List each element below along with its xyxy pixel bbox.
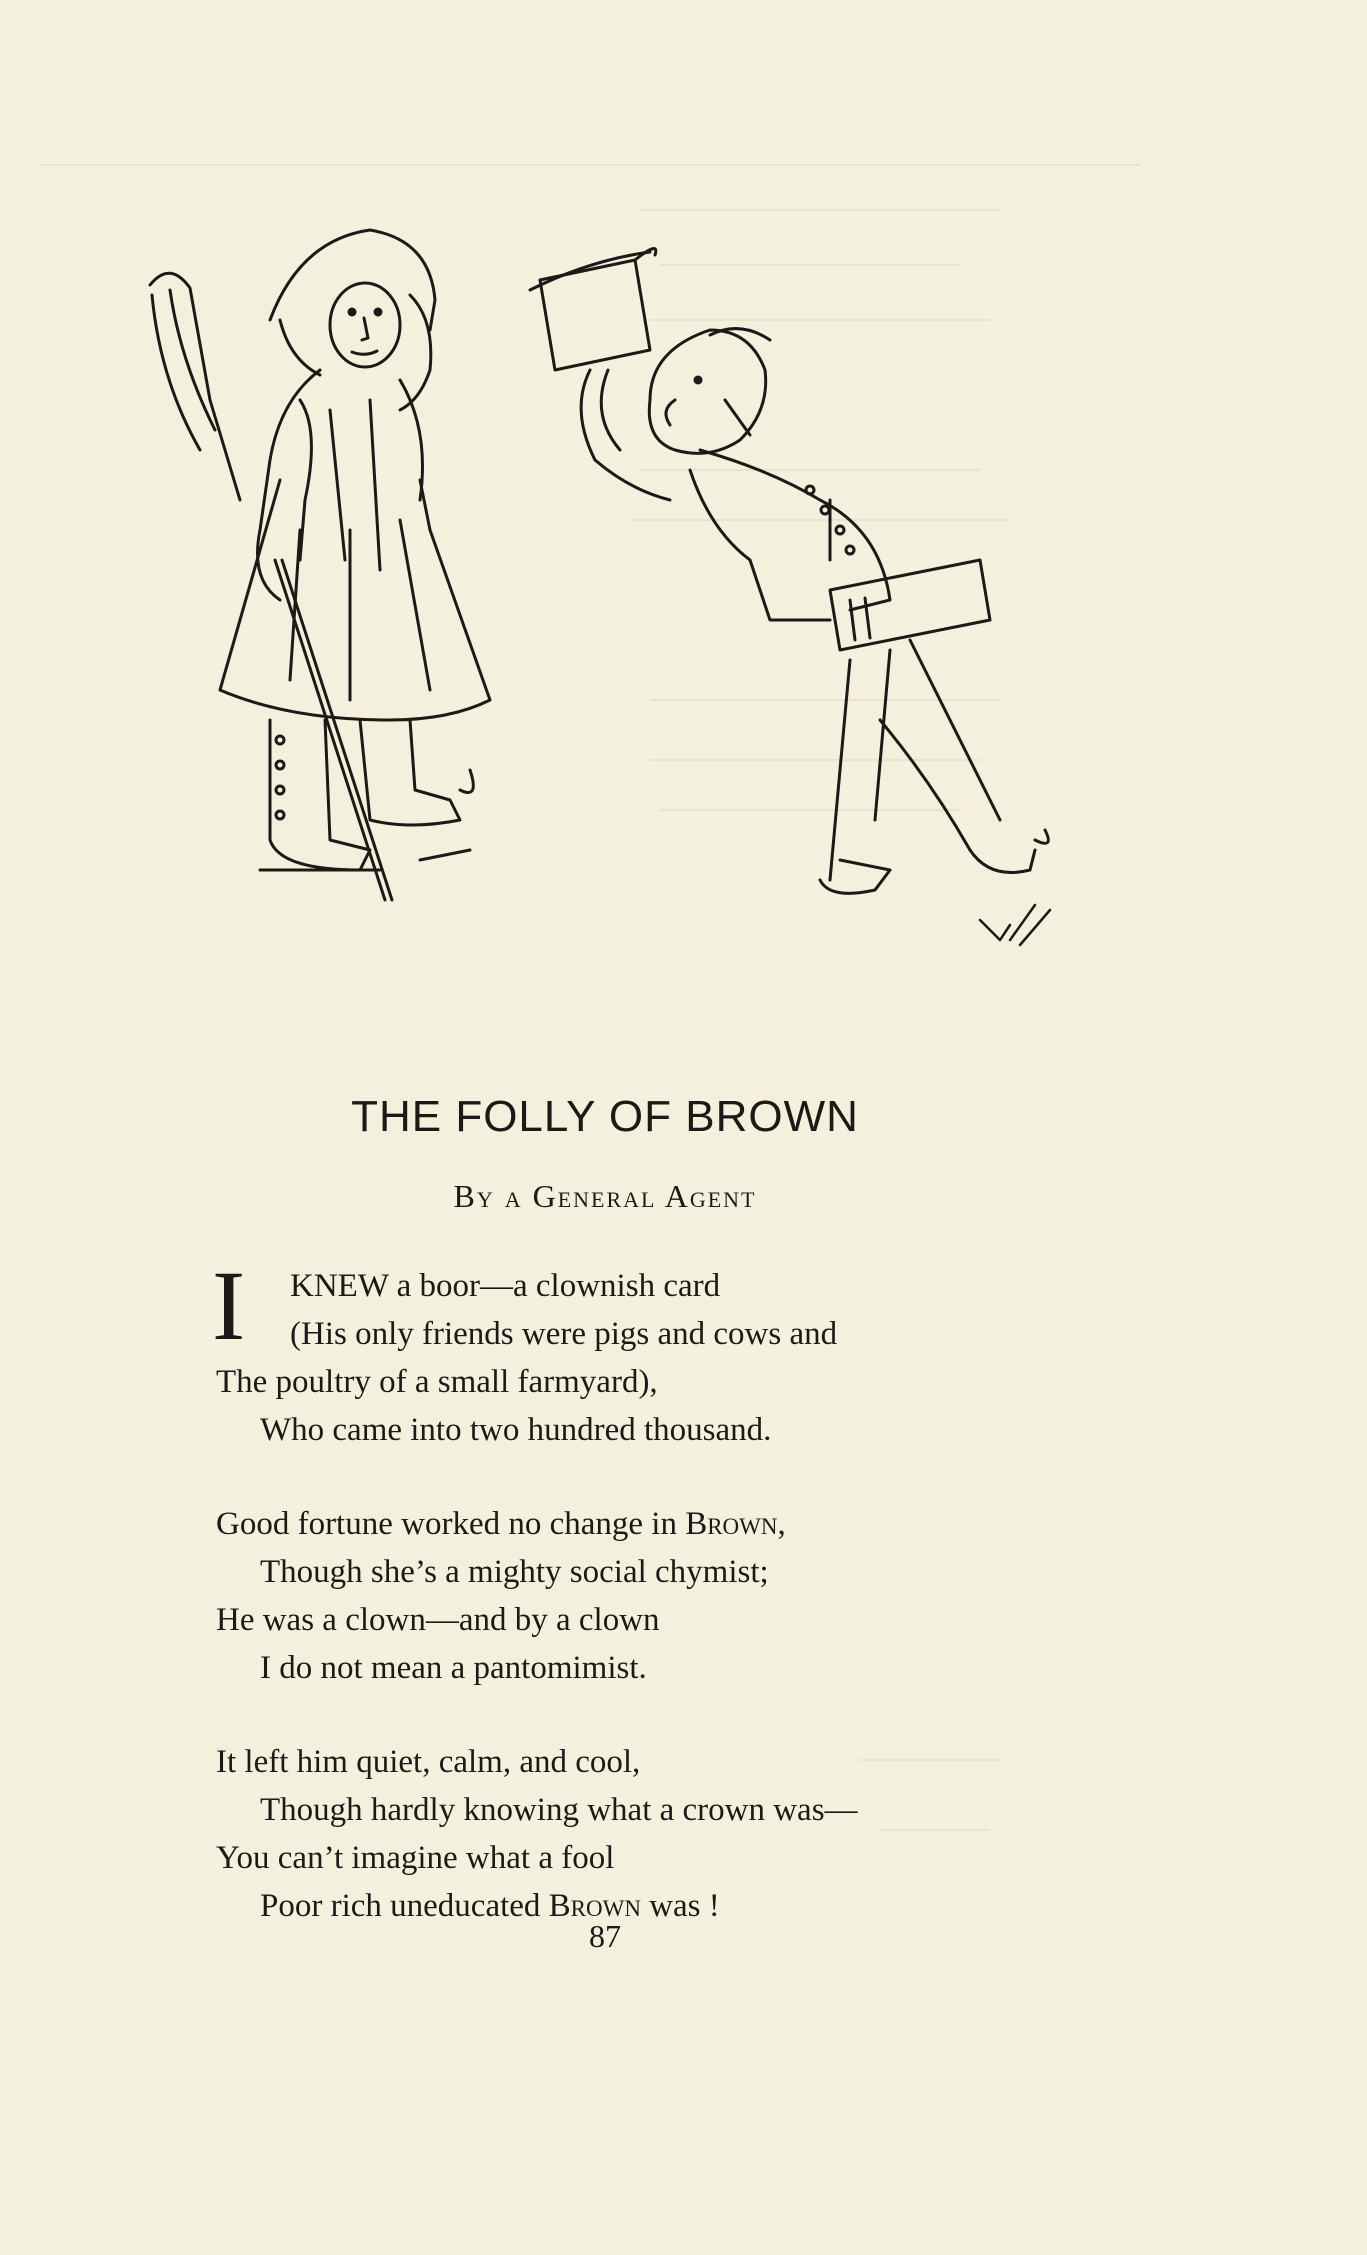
line-text: (His only friends were pigs and cows and (290, 1316, 838, 1352)
poem-title: THE FOLLY OF BROWN (351, 1092, 859, 1141)
poem-line: Though she’s a mighty social chymist; (260, 1554, 769, 1590)
illustration-girl-and-gentleman (130, 200, 1090, 970)
poem-line: Who came into two hundred thousand. (260, 1412, 772, 1448)
poem-line: It left him quiet, calm, and cool, (216, 1744, 641, 1780)
stanza (216, 1500, 1216, 1692)
poem-line: The poultry of a small farmyard), (216, 1364, 658, 1400)
name-brown: Brown (548, 1888, 641, 1924)
stanza (216, 1738, 1216, 1930)
poem-line: Though hardly knowing what a crown was— (260, 1792, 858, 1828)
poem-body (212, 1250, 1216, 1976)
name-brown: Brown (685, 1506, 778, 1542)
line-text: , (777, 1506, 786, 1542)
line-text: Good fortune worked no change in (216, 1506, 686, 1542)
drop-cap: I (212, 1250, 246, 1361)
stanza (212, 1250, 1216, 1454)
poem-line: I do not mean a pantomimist. (260, 1650, 647, 1686)
poem-line (216, 1310, 1216, 1358)
girl-figure-drawing (150, 230, 490, 900)
poem-line (216, 1500, 1216, 1548)
line-text: KNEW a boor—a clownish card (290, 1268, 721, 1304)
artist-monogram (980, 905, 1050, 945)
line-text: Poor rich uneducated (260, 1888, 549, 1924)
poem-line: You can’t imagine what a fool (216, 1840, 615, 1876)
page-number: 87 (589, 1918, 621, 1954)
poem-line: He was a clown—and by a clown (216, 1602, 660, 1638)
gentleman-figure-drawing (530, 249, 1048, 894)
poem-byline: By a General Agent (453, 1178, 757, 1214)
line-text: was ! (640, 1888, 720, 1924)
